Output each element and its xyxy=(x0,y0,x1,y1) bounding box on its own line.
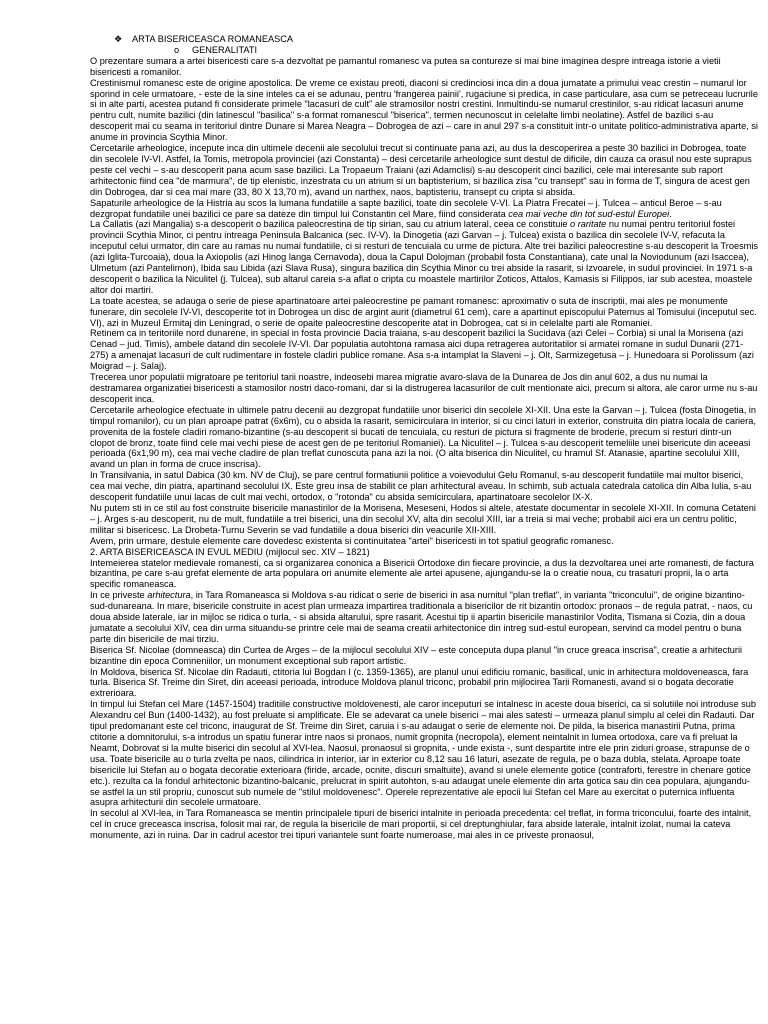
paragraph xyxy=(90,808,758,841)
paragraph xyxy=(90,372,758,405)
text-run: . xyxy=(669,208,672,219)
text-run: In ce priveste xyxy=(90,590,148,601)
text-run: Trecerea unor populatii migratoare pe teritoriul tarii noastre, indeosebi marea migratie avaro-slava de la Dunarea de Jos din anul 602, a dus nu numai la destramarea organizatiei bisericesti a stamosilor nostri daco-romani, dar si la distrugerea lacasurilor de cult mentionate aici, precum si altora, ale caror urme nu s-au descoperit inca. xyxy=(90,372,758,404)
text-run: Biserica Sf. Nicolae (domneasca) din Curtea de Arges – de la mijlocul secolului XIV – este conceputa dupa planul "in cruce greaca inscrisa", creatie a arhitecturii bizantine din epoca Comneniilor, un monument exceptional sub raport artistic. xyxy=(90,644,743,666)
paragraph xyxy=(90,219,758,295)
text-run: In timpul lui Stefan cel Mare (1457-1504) traditiile constructive moldovenesti, ale caror inceputuri se intalnesc in aceste doua biserici, ca si solutiile noi introduse sub Alexandru cel Bun (1400-1432), au fost preluate si amplificate. Ele se adevarat ca unele biserici – mai ales satesti – urmeaza planul simplu al celei din Radauti. Dar tipul predomanant este cel triconc, inaugurat de Sf. Treime din Siret, caruia i s-au adaugat o serie de elemente noi. De pilda, la biserica manastirii Putna, prima ctitorie a domnitorului, s-a introdus un spatiu funerar intre naos si pronaos, numit gropnita (necropola), element neintalnit in lumea ortodoxa, care va fi preluat la Neamt, Dobrovat si la multe biserici din secolul al XVI-lea. Naosul, pronaosul si gropnita, - unde exista -, sunt despartite intre ele prin ziduri groase, strapunse de o usa. Toate bisericile au o turla zvelta pe naos, cilindrica in interior, iar in exterior cu 8,12 sau 16 laturi, asezate de regula, pe o baza dubla, stelata. Aproape toate bisericile lui Stefan au o bogata decoratie exterioara (firide, arcade, ocnite, discuri smaltuite), avand si unele elemente gotice (contraforti, ferestre in chenare gotice etc.). rezulta ca la fondul arhitectonic bizantino-balcanic, prelucrat in spirit autohton, s-au adaugat unele elemente din arta gotica sau din cea populara, ajungandu-se astfel la un stil propriu, cunoscut sub numele de "stilul moldovenesc". Operele reprezentative ale epocii lui Stefan cel Mare au exercitat o puternica influenta asupra arhitecturii din secolele urmatoare. xyxy=(90,699,756,808)
text-run: In Transilvania, in satul Dabica (30 km. NV de Cluj), se pare centrul formatiunii politice a voievodului Gelu Romanul, s-au descoperit fundatiile mai multor biserici, cea mai veche, din piatra, apartinand secolului IX. Este greu insa de stabilit ce plan arhitectural aveau. In schimb, sub actuala catedrala catolica din Alba Iulia, s-au descoperit fundatiile unui lacas de cult mai vechi, ortodox, o "rotonda" cu absida semicirculara, apartinatoare secolelor IX-X. xyxy=(90,470,752,503)
text-run: O prezentare sumara a artei bisericesti care s-a dezvoltat pe pamantul romanesc va putea sa contureze si mai bine imaginea despre intreaga istorie a vietii bisericesti a romanilor. xyxy=(90,55,721,77)
text-run: La Callatis (azi Mangalia) s-a descoperit o bazilica paleocrestina de tip sirian, sau cu atrium lateral, ceea ce constituie xyxy=(90,219,571,230)
italic-text: cea mai veche din tot sud-estul Europei xyxy=(508,208,670,219)
sub-heading xyxy=(174,45,758,56)
main-heading xyxy=(114,34,758,45)
text-run: , in Tara Romaneasca si Moldova s-au ridicat o serie de biserici in asa numitul "plan treflat", in varianta "triconcului", de origine bizantino-sud-dunareana. In mare, bisericile construite in acest plan urmeaza impartirea traditionala a bisericilor de rit bizantin ortodox: pronaos – de regula patrat, - naos, cu doua abside laterale, iar in mijloc se ridica o turla, - si absida altarului, spre rasarit. Acestui tip ii apartin bisericile manastirilor Vodita, Tismana si Cozia, din a doua jumatate a secolului XIV, cea din urma situandu-se printre cele mai de seama creatii arhitectonice din intreg sud-estul european, servind ca model pentru o buna parte din bisericile de mai tirziu. xyxy=(90,590,753,644)
paragraph xyxy=(90,547,758,558)
paragraph xyxy=(90,56,758,78)
paragraph xyxy=(90,328,758,372)
text-run: Retinem ca in teritoriile nord dunarene, in special in fosta provincie Dacia traiana, s-au descoperit bazilici la Sucidava (azi Celei – Corbia) si unal la Morisena (azi Cenad – jud. Timis), ambele datand din secolele IV-VI. Dar populatia autohtona ramasa aici dupa retragerea autoritatilor si armatei romane in sudul Dunarii (271-275) a amenajat lacasuri de cult rudimentare in fostele cladiri publice romane. Asa s-a intamplat la Slaveni – j. Olt, Sarmizegetusa – j. Hunedoara si Porolissum (azi Moigrad – j. Salaj). xyxy=(90,328,754,372)
paragraph xyxy=(90,470,758,503)
paragraph xyxy=(90,645,758,667)
body-text xyxy=(90,56,758,841)
text-run: Intemeierea statelor medievale romanesti, ca si organizarea cononica a Bisericii Ortodoxe din fiecare provincie, a dus la dezvoltarea unei arte romanesti, de factura bizantina, pe care s-au grefat elemente de arta populara ori anumite elemente ale artei apusene, ajungandu-se la o creatie noua, cu trasaturi proprii, la o arta specific romaneasca. xyxy=(90,557,754,590)
paragraph xyxy=(90,558,758,591)
text-run: Cercetarile arheologice efectuate in ultimele patru decenii au dezgropat fundatiile unor biserici din secolele XI-XII. Una este la Garvan – j. Tulcea (fosta Dinogetia, in timpul romanilor), cu un plan aproape patrat (6x6m), cu o absida la rasarit, semicirculara in interior, si cu cinci laturi in exterior, construita din piatra locala de cariera, provenita de la fostele cladiri romano-bizantine (s-au descoperit si bucati de tencuiala, cu resturi de pictura si fragmente de broderie, precum si resturi dintr-un clopot de bronz, toate fiind cele mai vechi piese de acest gen de pe teritoriul Romaniei). La Niculitel – j. Tulcea s-au descoperit temeliile unei bisericute din aceeasi perioada (6x1,90 m), cea mai veche cladire de plan treflat cunoscuta pana azi la noi. (O alta biserica din Niculitel, cu hramul Sf. Atanasie, apartine secolului XIII, avand un plan in forma de cruce inscrisa). xyxy=(90,404,756,470)
paragraph xyxy=(90,536,758,547)
italic-text: arhitectura xyxy=(147,590,191,601)
circle-bullet-icon: o xyxy=(174,44,180,55)
paragraph xyxy=(90,198,758,220)
text-run: Sapaturile arheologice de la Histria au scos la lumana fundatiile a sapte bazilici, toate din secolele V-VI. La Piatra Frecatei – j. Tulcea – anticul Beroe – s-au dezgropat fundatiile unei bazilici ce pare sa dateze din timpul lui Constantin cel Mare, fiind considerata xyxy=(90,197,722,219)
text-run: La toate acestea, se adauga o serie de piese apartinatoare artei paleocrestine pe pamant romanesc: aproximativ o suta de inscriptii, mai ales pe monumente funerare, din secolele IV-VI, descoperite tot in Dobrogea un disc de argint aurit (diametrul 61 cem), care a apartinut episcopului Paternus al Tomisului (inceputul sec. VI), azi in Muzeul Ermitaj din Leningrad, o serie de opaite paleocrestine descoperite atat in Dobrogea, cat si in celelalte parti ale Romaniei. xyxy=(90,295,757,328)
paragraph xyxy=(90,503,758,536)
text-run: In Moldova, biserica Sf. Nicolae din Radauti, ctitoria lui Bogdan I (c. 1359-1365), are planul unui edificiu romanic, basilical, unic in arhitectura moldoveneasca, fara turla. Biserica Sf. Treime din Siret, din aceeasi perioada, introduce Moldova planul triconc, probabil prin mijlocirea Tarii Romanesti, avand si o bogata decoratie extrerioara. xyxy=(90,666,749,699)
sub-heading-text: GENERALITATI xyxy=(192,44,258,55)
italic-text: o raritate xyxy=(570,219,607,230)
text-run: Cercetarile arheologice, incepute inca din ultimele decenii ale secolului trecut si continuate pana azi, au dus la descoperirea a peste 30 bazilici in Dobrogea, toate din secolele IV-VI. Astfel, la Tomis, metropola provinciei (azi Constanta) – desi cercetarile arheologice sunt destul de dificile, din cauza ca orasul nou este suprapus peste cel vechi – s-au descoperit pana acum sase bazilici. La Tropaeum Traiani (azi Adamclisi) s-au descoperit cinci bazilici, cele mai interesante sub raport arhitectonic fiind cea "de marmura", de tip elenistic, inzestrata cu un atrium si un baptisterium, si bazilica zisa "cu transept" sau in forma de T, singura de acest gen din Dobrogea, dar si cea mai mare (33, 80 X 13,70 m), avand un narthex, naos, baptisteriu, transept cu cripta si absida. xyxy=(90,143,752,197)
main-heading-text: ARTA BISERICEASCA ROMANEASCA xyxy=(132,34,293,44)
paragraph xyxy=(90,699,758,808)
paragraph xyxy=(90,667,758,700)
text-run: Nu putem sti in ce stil au fost construite bisericile manastirilor de la Morisena, Meseseni, Hodos si altele, atestate documentar in secolele XI-XII. In comuna Cetateni – j. Arges s-au descoperit, nu de mult, fundatiile a trei biserici, una din secolul XV, alta din secolul XIII, iar a treia si mai veche; probabil aici era un centru politic, militar si bisericesc. La Drobeta-Turnu Severin se vad fundatiile a doua biserici din veacurile XII-XIII. xyxy=(90,502,756,535)
paragraph xyxy=(90,296,758,329)
text-run: Crestinismul romanesc este de origine apostolica. De vreme ce existau preoti, diaconi si credinciosi inca din a doua jumatate a primului veac crestin – numarul lor sporind in cele urmatoare, - este de la sine inteles ca ei se adunau, pentru 'frangerea painii', rugaciune si predica, in case particulare, asa cum se petreceau lucrurile si in alte parti, acestea putand fi considerate primele "lacasuri de cult" ale stramosilor nostri crestini. Inmultindu-se numarul crestinilor, s-au ridicat lacasuri anume pentru cult, numite bazilici (din latinescul "basilica" s-a format romanescul "biserica", termen necunoscut in celelalte limbi neolatine). Astfel de bazilici s-au descoperit mai cu seama in teritoriul dintre Dunare si Marea Neagra – Dobrogea de azi – care in anul 297 s-a constituit intr-o unitate politico-administrativa aparte, si anume in provincia Scythia Minor. xyxy=(90,77,758,143)
paragraph xyxy=(90,143,758,198)
text-run: In secolul al XVI-lea, in Tara Romaneasca se mentin principalele tipuri de biserici intalnite in perioada precedenta: cel treflat, in forma triconcului, foarte des intalnit, cel in cruce greceasca inscrisa, folosit mai rar, de regula la bisericile de mari proportii, si cel dreptunghiular, fara abside laterale, intalnit izolat, numai la cateva monumente, azi in ruina. Dar in cadrul acestor trei tipuri variantele sunt foarte numeroase, mai ales in ce priveste pronaosul, xyxy=(90,808,752,841)
paragraph xyxy=(90,590,758,645)
text-run: 2. ARTA BISERICEASCA IN EVUL MEDIU (mijlocul sec. XIV – 1821) xyxy=(90,546,370,557)
paragraph xyxy=(90,405,758,470)
paragraph xyxy=(90,78,758,143)
text-run: Avem, prin urmare, destule elemente care dovedesc existenta si continuitatea "artei" bisericesti in tot spatiul geografic romanesc. xyxy=(90,535,614,546)
text-run: nu numai pentru teritoriul fostei provincii Scythia Minor, ci pentru intreaga Peninsula Balcanica (sec. IV-V). la Dinogetia (azi Garvan – j. Tulcea) exista o bazilica din secolele IV-V, refacuta la inceputul celui urmator, din care au ramas nu numai fundatiile, ci si resturi de tencuiala cu urme de pictura. Alte trei bazilici paleocrestine s-au descoperit la Troesmis (azi Iglita-Turcoaia), doua la Axiopolis (azi Hinog langa Cernavoda), doua la Capul Dolojman (probabil fosta Constantiana), cate unal la Noviodunum (azi Isaccea), Ulmetum (azi Pantelimon), Ibida sau Libida (azi Slava Rusa), singura bazilica din Scythia Minor cu trei abside la rasarit, si Izvoarele, in sudul provinciei. In 1971 s-a descoperit o bazilica la Niculitel (j. Tulcea), sub altarul careia s-a aflat o cripta cu moastele martirilor Zoticos, Attalos, Kamasis si Filippos, iar sub acestea, moastele altor doi martiri. xyxy=(90,219,758,295)
diamond-bullet-icon: ❖ xyxy=(114,34,123,44)
